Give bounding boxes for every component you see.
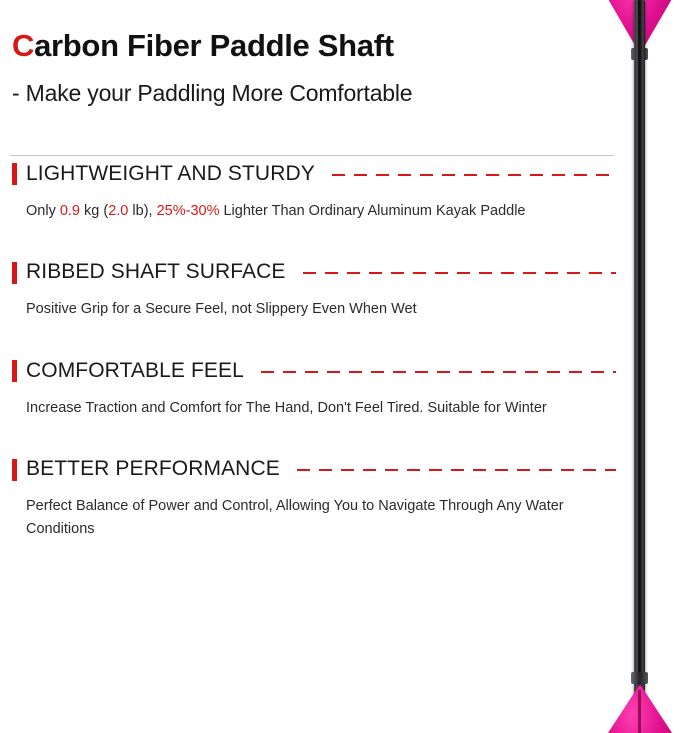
feature-title: RIBBED SHAFT SURFACE bbox=[26, 260, 286, 284]
feature-body-part: Only bbox=[26, 202, 60, 219]
feature-item bbox=[12, 162, 624, 222]
feature-body-part: lb), bbox=[128, 202, 157, 219]
feature-body-highlight: 0.9 bbox=[59, 202, 81, 219]
paddle-blade-rib-bottom bbox=[638, 690, 641, 733]
feature-body: Perfect Balance of Power and Control, Allowing You to Navigate Through Any Water Conditions bbox=[26, 498, 564, 537]
feature-body-highlight: 2.0 bbox=[108, 202, 129, 219]
feature-body-part: kg ( bbox=[80, 202, 109, 219]
paddle-ferrule-bottom bbox=[631, 672, 648, 684]
feature-item bbox=[12, 457, 624, 540]
red-bullet-bar-icon bbox=[12, 163, 17, 185]
page-subtitle: - Make your Paddling More Comfortable bbox=[12, 79, 413, 106]
title-text: arbon Fiber Paddle Shaft bbox=[34, 28, 394, 63]
feature-title: COMFORTABLE FEEL bbox=[26, 358, 244, 382]
feature-list bbox=[12, 162, 624, 540]
feature-title: LIGHTWEIGHT AND STURDY bbox=[26, 161, 315, 185]
feature-heading-row bbox=[12, 260, 624, 284]
dashed-rule-icon bbox=[297, 469, 616, 471]
feature-item bbox=[12, 260, 624, 320]
red-bullet-bar-icon bbox=[12, 360, 17, 382]
feature-body: Increase Traction and Comfort for The Hand, Don't Feel Tired. Suitable for Winter bbox=[26, 399, 547, 416]
feature-heading-row bbox=[12, 359, 624, 383]
header-divider bbox=[10, 155, 614, 156]
feature-item bbox=[12, 359, 624, 419]
paddle-shaft-highlight bbox=[636, 0, 638, 733]
feature-heading-row bbox=[12, 162, 624, 186]
dashed-rule-icon bbox=[303, 272, 617, 274]
feature-body-part: Lighter Than Ordinary Aluminum Kayak Paddle bbox=[219, 202, 526, 219]
dashed-rule-icon bbox=[261, 371, 616, 373]
feature-title: BETTER PERFORMANCE bbox=[26, 457, 280, 481]
feature-body: Positive Grip for a Secure Feel, not Slippery Even When Wet bbox=[26, 301, 417, 318]
feature-body bbox=[26, 200, 606, 222]
feature-heading-row bbox=[12, 457, 624, 481]
paddle-product-image bbox=[584, 0, 679, 733]
dashed-rule-icon bbox=[332, 174, 616, 176]
red-bullet-bar-icon bbox=[12, 262, 17, 284]
title-accent-letter: C bbox=[12, 28, 35, 63]
red-bullet-bar-icon bbox=[12, 459, 17, 481]
page-title bbox=[12, 28, 624, 64]
feature-body-highlight: 25%-30% bbox=[156, 202, 220, 219]
